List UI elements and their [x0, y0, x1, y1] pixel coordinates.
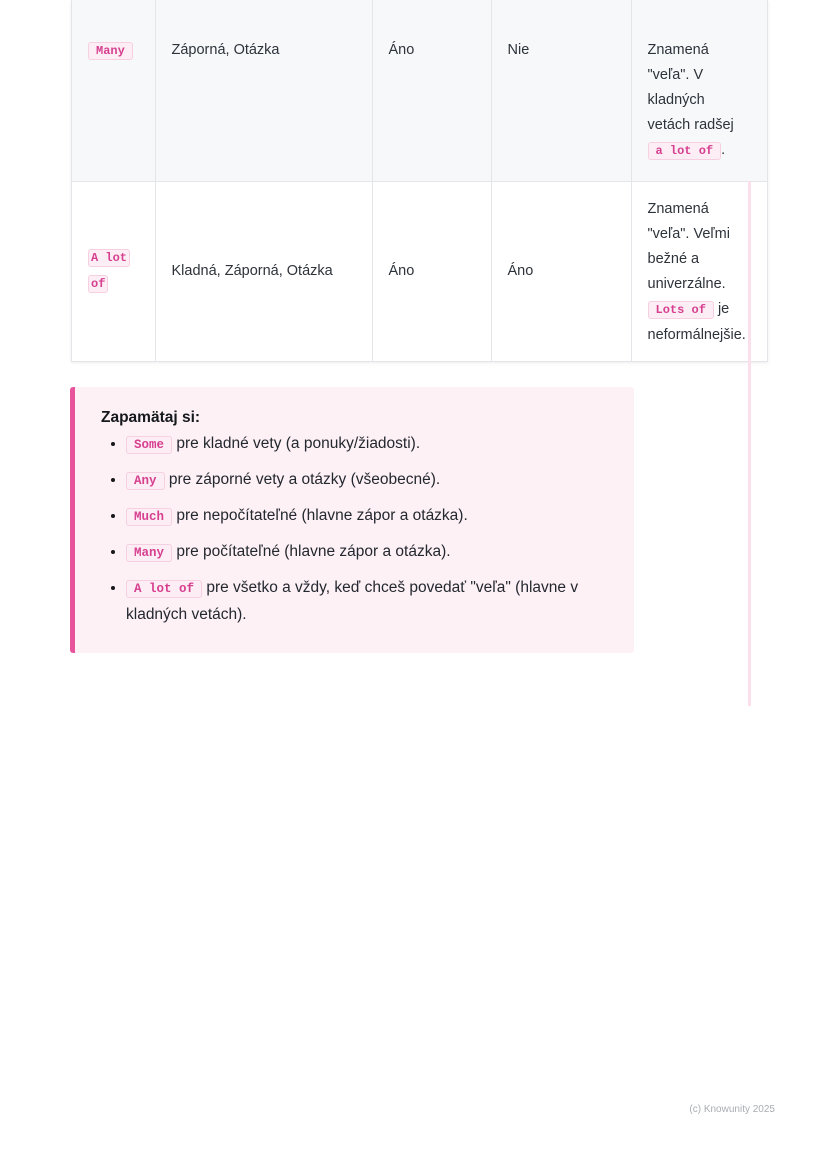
list-item	[126, 431, 610, 458]
code-chip-a-lot-of: a lot of	[648, 142, 722, 160]
code-chip-many: Many	[126, 544, 172, 562]
callout-list	[101, 431, 610, 627]
note-line: vetách radšej	[647, 117, 734, 133]
code-chip-much: Much	[126, 508, 172, 526]
note-cell	[631, 0, 767, 181]
remember-callout	[70, 387, 634, 653]
table-row	[72, 0, 767, 181]
sentences-cell: Záporná, Otázka	[155, 0, 372, 181]
word-cell	[72, 181, 155, 361]
list-item	[126, 539, 610, 566]
copyright-footer: (c) Knowunity 2025	[689, 1104, 775, 1115]
note-line: kladných	[647, 92, 705, 108]
list-item	[126, 503, 610, 530]
word-cell	[72, 0, 155, 181]
list-item-text: pre kladné vety (a ponuky/žiadosti).	[172, 435, 421, 452]
note-line: univerzálne.	[647, 275, 726, 292]
note-text: je	[713, 300, 730, 317]
uncountable-cell: Áno	[491, 181, 631, 361]
note-line: Znamená	[647, 200, 709, 217]
list-item-text: pre záporné vety a otázky (všeobecné).	[164, 471, 441, 488]
countable-cell: Áno	[372, 0, 491, 181]
code-chip-a-lot: A lot	[88, 249, 130, 267]
code-chip-of: of	[88, 275, 108, 293]
note-cell	[631, 181, 767, 361]
uncountable-cell: Nie	[491, 0, 631, 181]
note-line: bežné a	[647, 250, 700, 267]
list-item-text: pre počítateľné (hlavne zápor a otázka).	[172, 543, 451, 560]
note-line	[648, 138, 752, 164]
grammar-table	[71, 0, 768, 362]
code-chip-lots-of: Lots of	[648, 301, 714, 319]
note-punct: .	[721, 142, 726, 158]
note-line: Znamená	[647, 42, 709, 58]
list-item	[126, 467, 610, 494]
code-chip-a-lot-of: A lot of	[126, 580, 202, 598]
code-chip-any: Any	[126, 472, 165, 490]
note-line: "veľa". Veľmi	[647, 225, 730, 242]
table-row	[72, 181, 767, 361]
note-line	[648, 297, 752, 323]
callout-title: Zapamätaj si:	[101, 409, 201, 426]
quantifier-table	[72, 0, 767, 361]
sentences-cell: Kladná, Záporná, Otázka	[155, 181, 372, 361]
code-chip-some: Some	[126, 436, 172, 454]
list-item	[126, 575, 610, 627]
countable-cell: Áno	[372, 181, 491, 361]
decorative-divider	[748, 181, 751, 706]
list-item-text: pre nepočítateľné (hlavne zápor a otázka).	[172, 507, 468, 524]
list-item-text: pre všetko a vždy, keď chceš povedať "veľa" (hlavne v kladných vetách).	[126, 579, 579, 623]
note-line: neformálnejšie.	[647, 326, 746, 343]
note-line: "veľa". V	[647, 67, 704, 83]
code-chip-many: Many	[88, 42, 133, 60]
